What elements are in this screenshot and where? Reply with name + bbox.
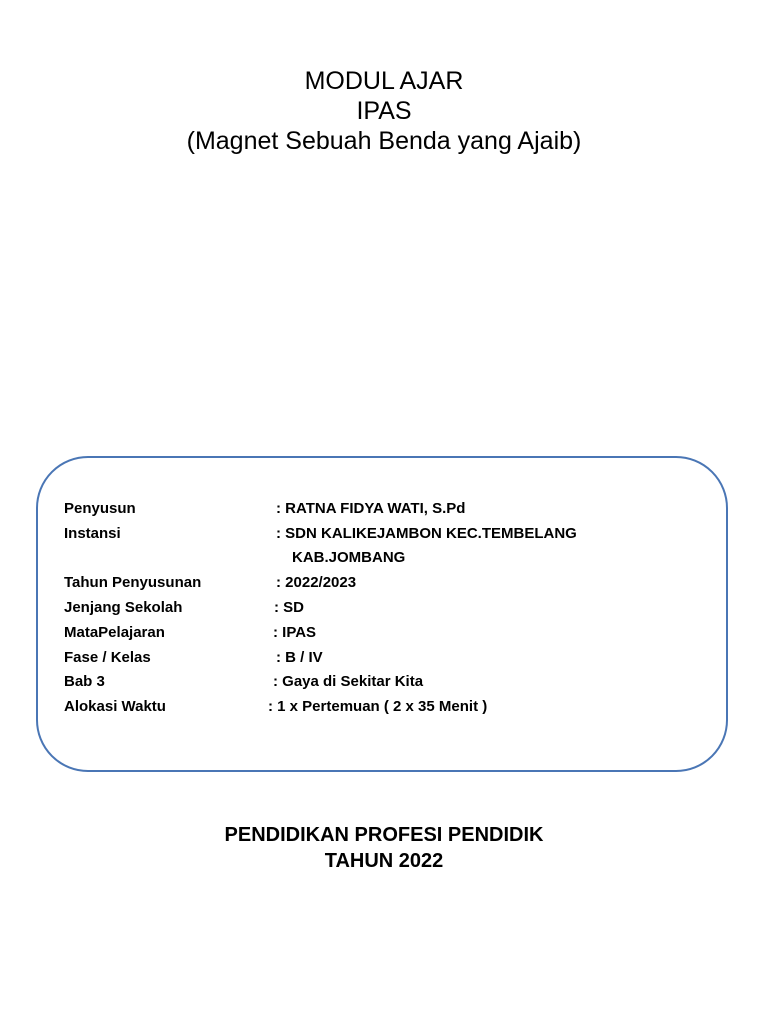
bab-value: : Gaya di Sekitar Kita [273,673,424,690]
info-row-alokasi [0,695,768,719]
fase-value: : B / IV [276,649,323,666]
jenjang-value: : SD [274,599,304,616]
footer-line-program: PENDIDIKAN PROFESI PENDIDIK [224,824,544,846]
info-row-jenjang [0,596,768,620]
info-row-bab [0,670,768,694]
tahun-label: Tahun Penyusunan [64,574,202,591]
jenjang-label: Jenjang Sekolah [64,599,183,616]
title-line-topic: (Magnet Sebuah Benda yang Ajaib) [186,127,582,155]
info-row-tahun [0,571,768,595]
info-row-instansi-cont [0,546,768,570]
document-footer [0,822,768,874]
footer-line-year: TAHUN 2022 [324,850,444,872]
mapel-label: MataPelajaran [64,624,165,641]
instansi-label: Instansi [64,525,121,542]
fase-label: Fase / Kelas [64,649,151,666]
title-line-subject: IPAS [356,97,412,125]
info-row-mapel [0,621,768,645]
title-line-modul-ajar: MODUL AJAR [304,67,464,95]
tahun-value: : 2022/2023 [276,574,357,591]
info-row-instansi [0,522,768,546]
info-row-penyusun [0,497,768,521]
alokasi-value: : 1 x Pertemuan ( 2 x 35 Menit ) [268,698,488,715]
mapel-value: : IPAS [273,624,317,641]
info-row-fase [0,646,768,670]
instansi-value-continued: KAB.JOMBANG [292,549,406,566]
penyusun-value: : RATNA FIDYA WATI, S.Pd [276,500,466,517]
bab-label: Bab 3 [64,673,105,690]
alokasi-label: Alokasi Waktu [64,698,166,715]
penyusun-label: Penyusun [64,500,136,517]
instansi-value: : SDN KALIKEJAMBON KEC.TEMBELANG [276,525,577,542]
document-title [0,66,768,156]
